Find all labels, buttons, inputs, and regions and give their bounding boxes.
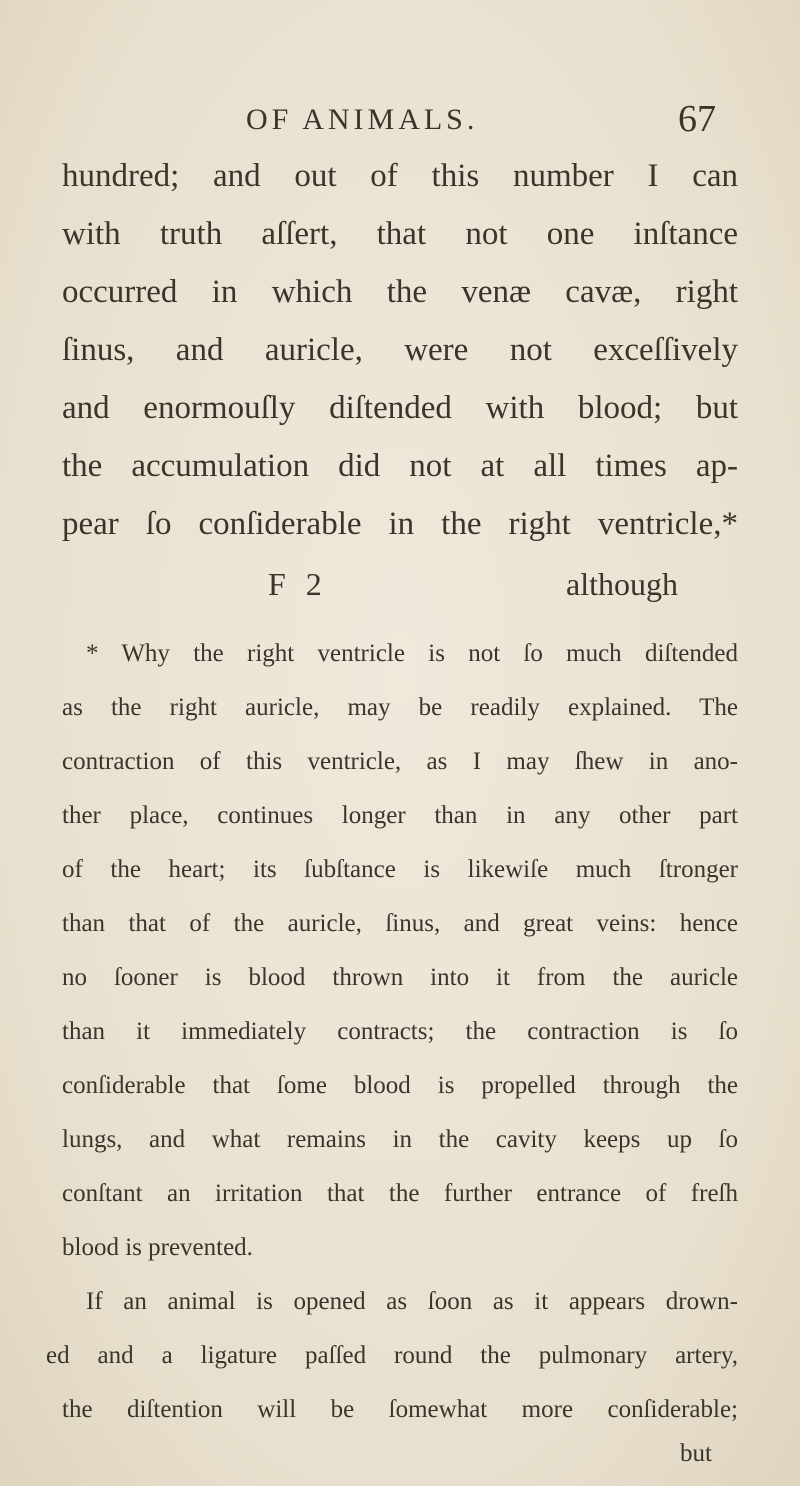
footnote-line: ed and a ligature paſſed round the pulmonary artery, [46,1342,738,1369]
text-line: the accumulation did not at all times ap- [62,448,738,484]
footnote-line: contraction of this ventricle, as I may ſhew in ano- [62,748,738,775]
footnote-line: but [680,1440,712,1467]
footnote-line: ther place, continues longer than in any other part [62,802,738,829]
page-header [0,98,800,153]
running-head: OF ANIMALS. [246,103,479,136]
text-line-pear: pear ſo conſiderable in the right ventricle,* [62,506,738,542]
footnote-line: as the right auricle, may be readily explained. The [62,694,738,721]
text-line: ſinus, and auricle, were not exceſſively [62,332,738,368]
footnote-line: the diſtention will be ſomewhat more conſiderable; [62,1396,738,1423]
footnote-line: lungs, and what remains in the cavity keeps up ſo [62,1126,738,1153]
signature-mark: F 2 [268,566,328,602]
page-number: 67 [678,98,716,140]
text-line: occurred in which the venæ cavæ, right [62,274,738,310]
footnote-line: than that of the auricle, ſinus, and great veins: hence [62,910,738,937]
footnote-line: blood is prevented. [62,1234,253,1261]
footnote-line: * Why the right ventricle is not ſo much diſtended [86,640,738,667]
text-line: with truth aſſert, that not one inſtance [62,216,738,252]
footnote-line: no ſooner is blood thrown into it from the auricle [62,964,738,991]
catchword: although [566,566,678,602]
footnote-line: than it immediately contracts; the contraction is ſo [62,1018,738,1045]
footnote-line: If an animal is opened as ſoon as it appears drown- [86,1288,738,1315]
text-line: and enormouſly diſtended with blood; but [62,390,738,426]
footnote-line: conſtant an irritation that the further entrance of freſh [62,1180,738,1207]
footnote-line: conſiderable that ſome blood is propelled through the [62,1072,738,1099]
text-line: hundred; and out of this number I can [62,158,738,194]
footnote-line: of the heart; its ſubſtance is likewiſe much ſtronger [62,856,738,883]
